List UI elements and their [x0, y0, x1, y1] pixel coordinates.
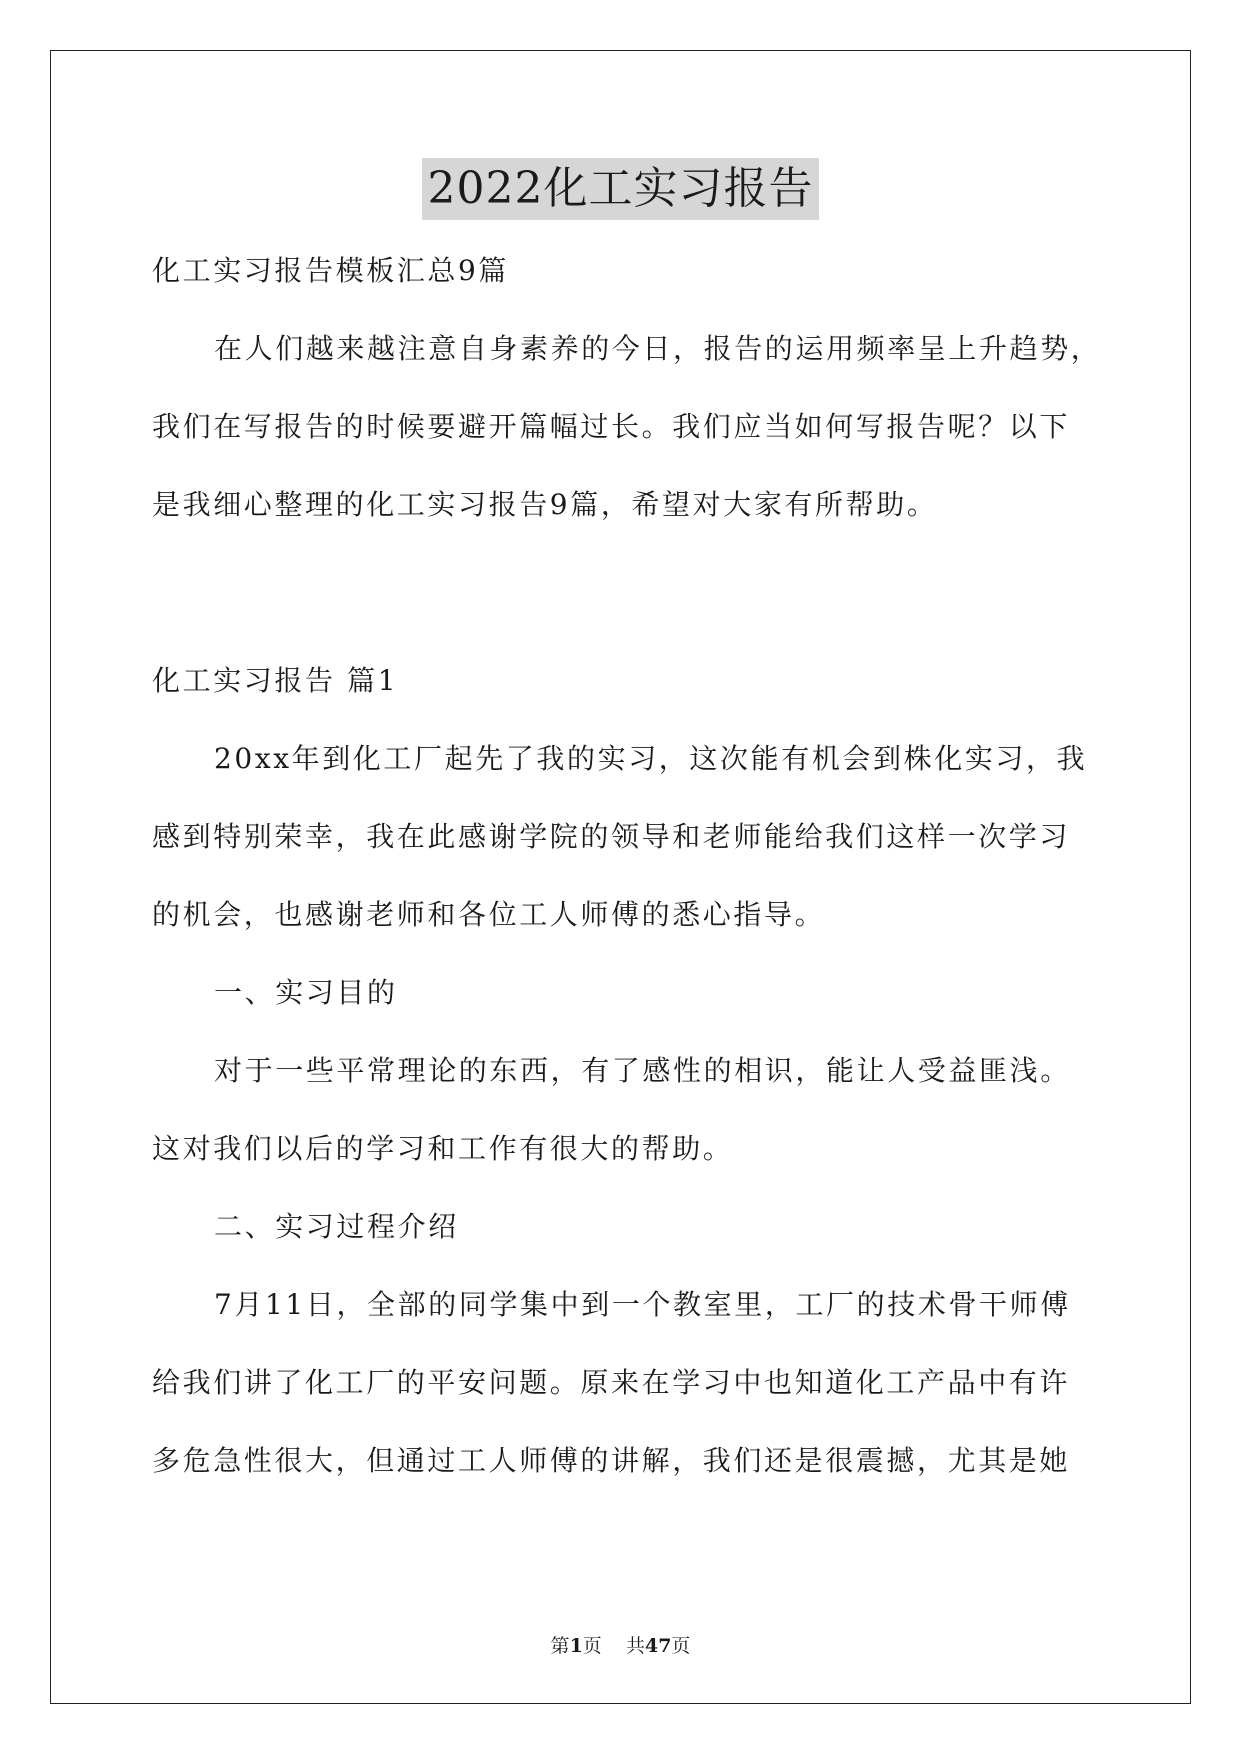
- page-prefix: 第: [550, 1635, 570, 1657]
- intro-line-1: 在人们越来越注意自身素养的今日，报告的运用频率呈上升趋势，: [214, 332, 1102, 365]
- title-text: 2022化工实习报告: [422, 158, 820, 220]
- page-suffix: 页: [671, 1635, 691, 1657]
- purpose-line-2: 这对我们以后的学习和工作有很大的帮助。: [152, 1132, 734, 1165]
- purpose-line-1: 对于一些平常理论的东西，有了感性的相识，能让人受益匪浅。: [214, 1054, 1071, 1087]
- section-line-2: 感到特别荣幸，我在此感谢学院的领导和老师能给我们这样一次学习: [152, 820, 1071, 853]
- page-current: 1: [569, 1635, 583, 1657]
- section-heading: 化工实习报告 篇1: [152, 664, 399, 697]
- intro-line-2: 我们在写报告的时候要避开篇幅过长。我们应当如何写报告呢？以下: [152, 410, 1071, 443]
- process-line-1: 7月11日，全部的同学集中到一个教室里，工厂的技术骨干师傅: [214, 1288, 1071, 1321]
- page-total: 47: [644, 1635, 672, 1657]
- process-line-3: 多危急性很大，但通过工人师傅的讲解，我们还是很震撼，尤其是她: [152, 1444, 1071, 1477]
- document-body: [152, 232, 1102, 1500]
- document-title: [0, 158, 1241, 220]
- intro-line-3: 是我细心整理的化工实习报告9篇，希望对大家有所帮助。: [152, 488, 938, 521]
- heading-purpose: 一、实习目的: [214, 976, 398, 1009]
- process-line-2: 给我们讲了化工厂的平安问题。原来在学习中也知道化工产品中有许: [152, 1366, 1071, 1399]
- subtitle: 化工实习报告模板汇总9篇: [152, 254, 510, 287]
- section-line-3: 的机会，也感谢老师和各位工人师傅的悉心指导。: [152, 898, 826, 931]
- section-line-1: 20xx年到化工厂起先了我的实习，这次能有机会到株化实习，我: [214, 742, 1088, 775]
- paragraph-gap: [152, 544, 1090, 642]
- heading-process: 二、实习过程介绍: [214, 1210, 459, 1243]
- page-footer: [0, 1634, 1241, 1658]
- page-middle: 页 共: [582, 1635, 645, 1657]
